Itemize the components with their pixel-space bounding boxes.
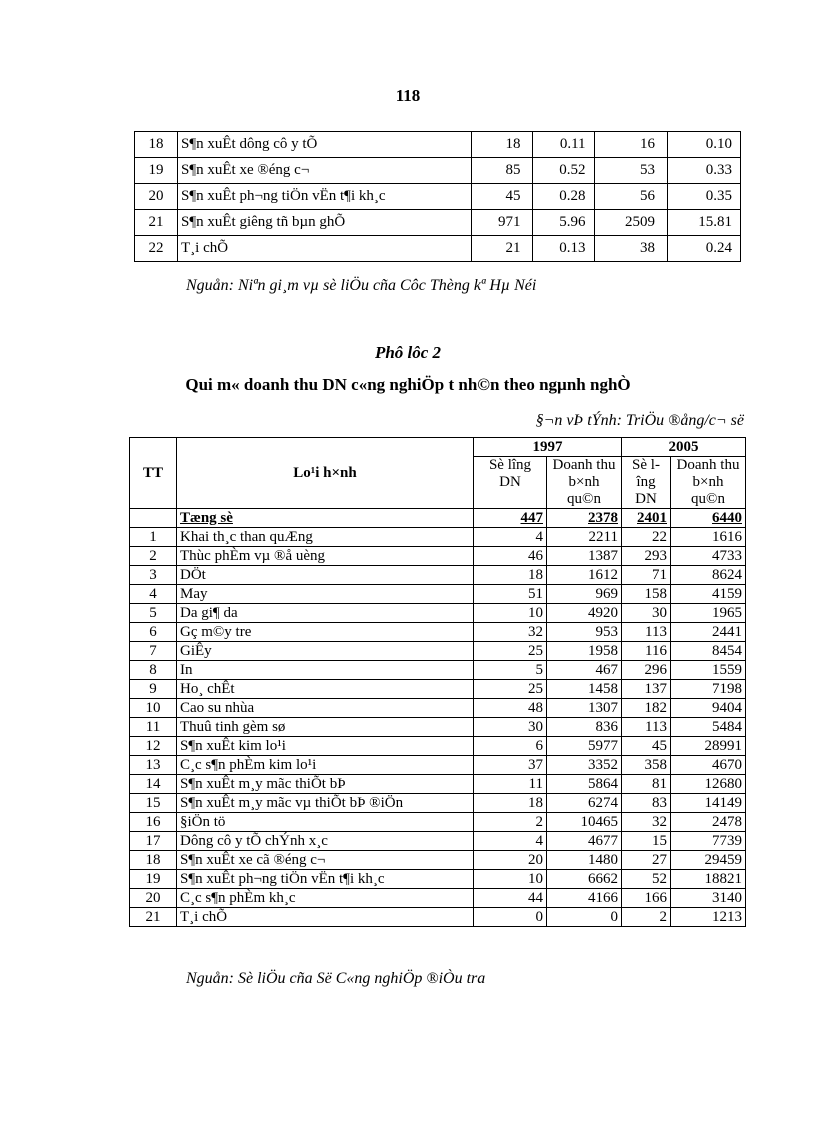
- percent-a: 0.52: [533, 158, 594, 184]
- row-number: 11: [130, 718, 177, 737]
- count-2005: 81: [622, 775, 671, 794]
- revenue-2005: 7198: [671, 680, 746, 699]
- table-row: [130, 604, 746, 623]
- unit-note: §¬n vÞ tÝnh: TriÖu ®ång/c¬ së: [535, 412, 744, 429]
- revenue-1997: 5864: [547, 775, 622, 794]
- count-1997: 20: [474, 851, 547, 870]
- count-1997: 25: [474, 680, 547, 699]
- count-2005: 45: [622, 737, 671, 756]
- count-2005: 2: [622, 908, 671, 927]
- count-2005: 71: [622, 566, 671, 585]
- continued-industry-table: [134, 131, 741, 262]
- percent-b: 0.10: [667, 132, 740, 158]
- count-b: 2509: [594, 210, 667, 236]
- table-row: [130, 528, 746, 547]
- count-2005: 293: [622, 547, 671, 566]
- revenue-2005: 12680: [671, 775, 746, 794]
- count-1997: 25: [474, 642, 547, 661]
- table-row: [130, 889, 746, 908]
- industry-name: S¶n xuÊt xe cã ®éng c¬: [177, 851, 474, 870]
- row-number: 1: [130, 528, 177, 547]
- revenue-1997: 969: [547, 585, 622, 604]
- table-row: [130, 775, 746, 794]
- count-2005: 27: [622, 851, 671, 870]
- count-2005: 15: [622, 832, 671, 851]
- count-1997: 2: [474, 813, 547, 832]
- table-row: [130, 566, 746, 585]
- revenue-2005: 4159: [671, 585, 746, 604]
- industry-name: In: [177, 661, 474, 680]
- row-number: 17: [130, 832, 177, 851]
- count-1997: 4: [474, 528, 547, 547]
- industry-name: T¸i chÕ: [177, 908, 474, 927]
- count-2005: 22: [622, 528, 671, 547]
- count-1997: 5: [474, 661, 547, 680]
- source-note-top: Nguån: Niªn gi¸m vµ sè liÖu cña Côc Thèng kª Hµ Néi: [186, 277, 537, 294]
- count-1997: 10: [474, 604, 547, 623]
- percent-a: 5.96: [533, 210, 594, 236]
- count-1997: 48: [474, 699, 547, 718]
- count-2005: 113: [622, 718, 671, 737]
- count-a: 971: [472, 210, 533, 236]
- industry-name: Da gi¶ da: [177, 604, 474, 623]
- count-1997: 11: [474, 775, 547, 794]
- table-row: [135, 132, 741, 158]
- revenue-2005: 7739: [671, 832, 746, 851]
- count-1997: 37: [474, 756, 547, 775]
- revenue-1997: 953: [547, 623, 622, 642]
- row-number: 15: [130, 794, 177, 813]
- revenue-2005: 1965: [671, 604, 746, 623]
- count-1997: 44: [474, 889, 547, 908]
- total-revenue-2005: 6440: [671, 509, 746, 528]
- table-row: [130, 851, 746, 870]
- revenue-2005: 8624: [671, 566, 746, 585]
- revenue-by-industry-table: [129, 437, 746, 927]
- count-a: 18: [472, 132, 533, 158]
- revenue-1997: 4677: [547, 832, 622, 851]
- header-2005-count: Sè lîng DN: [622, 457, 671, 509]
- revenue-1997: 4166: [547, 889, 622, 908]
- count-1997: 30: [474, 718, 547, 737]
- revenue-2005: 8454: [671, 642, 746, 661]
- table-row: [130, 718, 746, 737]
- source-note-bottom: Nguån: Sè liÖu cña Së C«ng nghiÖp ®iÒu tra: [186, 970, 486, 987]
- table-row: [130, 642, 746, 661]
- count-1997: 4: [474, 832, 547, 851]
- industry-name: Khai th¸c than quÆng: [177, 528, 474, 547]
- percent-a: 0.28: [533, 184, 594, 210]
- total-count-2005: 2401: [622, 509, 671, 528]
- row-number: 18: [130, 851, 177, 870]
- industry-name: Gç m©y tre: [177, 623, 474, 642]
- percent-b: 0.24: [667, 236, 740, 262]
- table-row: [130, 680, 746, 699]
- table-row: [130, 908, 746, 927]
- industry-name: Dông cô y tÕ chÝnh x¸c: [177, 832, 474, 851]
- revenue-1997: 467: [547, 661, 622, 680]
- row-number: 2: [130, 547, 177, 566]
- revenue-1997: 1612: [547, 566, 622, 585]
- count-2005: 116: [622, 642, 671, 661]
- revenue-2005: 18821: [671, 870, 746, 889]
- percent-a: 0.11: [533, 132, 594, 158]
- table-row: [135, 210, 741, 236]
- industry-name: S¶n xuÊt dông cô y tÕ: [178, 132, 472, 158]
- revenue-2005: 4670: [671, 756, 746, 775]
- row-number: 22: [135, 236, 178, 262]
- row-number: 6: [130, 623, 177, 642]
- count-1997: 6: [474, 737, 547, 756]
- industry-name: S¶n xuÊt ph¬ng tiÖn vËn t¶i kh¸c: [178, 184, 472, 210]
- count-1997: 51: [474, 585, 547, 604]
- row-number: 12: [130, 737, 177, 756]
- total-label: Tæng sè: [177, 509, 474, 528]
- industry-name: S¶n xuÊt ph¬ng tiÖn vËn t¶i kh¸c: [177, 870, 474, 889]
- count-1997: 18: [474, 566, 547, 585]
- row-number: 21: [130, 908, 177, 927]
- table-row: [130, 547, 746, 566]
- count-2005: 158: [622, 585, 671, 604]
- industry-name: S¶n xuÊt m¸y mãc vµ thiÕt bÞ ®iÖn: [177, 794, 474, 813]
- row-number: 20: [135, 184, 178, 210]
- appendix-title: Phô lôc 2: [374, 343, 442, 362]
- count-b: 16: [594, 132, 667, 158]
- row-number: 4: [130, 585, 177, 604]
- header-year-2005: 2005: [622, 438, 746, 457]
- table-row: [130, 794, 746, 813]
- header-type: Lo¹i h×nh: [177, 438, 474, 509]
- industry-name: Thùc phÈm vµ ®å uèng: [177, 547, 474, 566]
- total-row: [130, 509, 746, 528]
- count-a: 21: [472, 236, 533, 262]
- row-number: 20: [130, 889, 177, 908]
- industry-name: GiÊy: [177, 642, 474, 661]
- count-2005: 30: [622, 604, 671, 623]
- count-b: 56: [594, 184, 667, 210]
- revenue-1997: 5977: [547, 737, 622, 756]
- row-number: 19: [130, 870, 177, 889]
- industry-name: §iÖn tö: [177, 813, 474, 832]
- revenue-1997: 1458: [547, 680, 622, 699]
- table-row: [135, 236, 741, 262]
- count-2005: 52: [622, 870, 671, 889]
- revenue-1997: 0: [547, 908, 622, 927]
- row-number: 19: [135, 158, 178, 184]
- percent-a: 0.13: [533, 236, 594, 262]
- revenue-1997: 4920: [547, 604, 622, 623]
- revenue-1997: 1387: [547, 547, 622, 566]
- table-row: [130, 756, 746, 775]
- count-2005: 358: [622, 756, 671, 775]
- count-1997: 46: [474, 547, 547, 566]
- revenue-1997: 6274: [547, 794, 622, 813]
- revenue-1997: 6662: [547, 870, 622, 889]
- row-number: 10: [130, 699, 177, 718]
- revenue-2005: 29459: [671, 851, 746, 870]
- industry-name: C¸c s¶n phÈm kim lo¹i: [177, 756, 474, 775]
- revenue-2005: 2478: [671, 813, 746, 832]
- row-number: 9: [130, 680, 177, 699]
- count-2005: 182: [622, 699, 671, 718]
- industry-name: C¸c s¶n phÈm kh¸c: [177, 889, 474, 908]
- revenue-1997: 2211: [547, 528, 622, 547]
- row-number: 7: [130, 642, 177, 661]
- count-1997: 10: [474, 870, 547, 889]
- industry-name: Thuû tinh gèm sø: [177, 718, 474, 737]
- industry-name: Ho¸ chÊt: [177, 680, 474, 699]
- row-number: 13: [130, 756, 177, 775]
- table-row: [130, 737, 746, 756]
- revenue-2005: 2441: [671, 623, 746, 642]
- count-1997: 18: [474, 794, 547, 813]
- total-count-1997: 447: [474, 509, 547, 528]
- percent-b: 0.35: [667, 184, 740, 210]
- revenue-2005: 1616: [671, 528, 746, 547]
- count-2005: 83: [622, 794, 671, 813]
- count-2005: 166: [622, 889, 671, 908]
- count-2005: 137: [622, 680, 671, 699]
- industry-name: S¶n xuÊt xe ®éng c¬: [178, 158, 472, 184]
- revenue-2005: 14149: [671, 794, 746, 813]
- count-2005: 113: [622, 623, 671, 642]
- table-row: [130, 832, 746, 851]
- table-row: [130, 813, 746, 832]
- row-number: 21: [135, 210, 178, 236]
- industry-name: Cao su nhùa: [177, 699, 474, 718]
- count-2005: 32: [622, 813, 671, 832]
- revenue-1997: 1958: [547, 642, 622, 661]
- count-2005: 296: [622, 661, 671, 680]
- industry-name: S¶n xuÊt m¸y mãc thiÕt bÞ: [177, 775, 474, 794]
- revenue-2005: 4733: [671, 547, 746, 566]
- revenue-2005: 28991: [671, 737, 746, 756]
- row-number: 5: [130, 604, 177, 623]
- table-row: [130, 623, 746, 642]
- row-number: 3: [130, 566, 177, 585]
- total-tt: [130, 509, 177, 528]
- percent-b: 0.33: [667, 158, 740, 184]
- table-title: Qui m« doanh thu DN c«ng nghiÖp t nh©n theo ngµnh nghÒ: [185, 375, 631, 394]
- header-tt: TT: [130, 438, 177, 509]
- table-row: [135, 158, 741, 184]
- count-a: 45: [472, 184, 533, 210]
- table-row: [130, 585, 746, 604]
- revenue-1997: 1480: [547, 851, 622, 870]
- revenue-2005: 1559: [671, 661, 746, 680]
- table-row: [135, 184, 741, 210]
- revenue-1997: 3352: [547, 756, 622, 775]
- revenue-1997: 10465: [547, 813, 622, 832]
- revenue-2005: 5484: [671, 718, 746, 737]
- industry-name: May: [177, 585, 474, 604]
- count-1997: 32: [474, 623, 547, 642]
- revenue-1997: 1307: [547, 699, 622, 718]
- page-number: 118: [395, 86, 421, 105]
- revenue-2005: 9404: [671, 699, 746, 718]
- count-b: 38: [594, 236, 667, 262]
- row-number: 14: [130, 775, 177, 794]
- industry-name: S¶n xuÊt kim lo¹i: [177, 737, 474, 756]
- industry-name: DÖt: [177, 566, 474, 585]
- count-b: 53: [594, 158, 667, 184]
- count-1997: 0: [474, 908, 547, 927]
- row-number: 8: [130, 661, 177, 680]
- revenue-2005: 3140: [671, 889, 746, 908]
- row-number: 18: [135, 132, 178, 158]
- total-revenue-1997: 2378: [547, 509, 622, 528]
- industry-name: S¶n xuÊt giêng tñ bµn ghÕ: [178, 210, 472, 236]
- header-1997-count: Sè lîng DN: [474, 457, 547, 509]
- revenue-1997: 836: [547, 718, 622, 737]
- header-year-1997: 1997: [474, 438, 622, 457]
- table-row: [130, 699, 746, 718]
- revenue-2005: 1213: [671, 908, 746, 927]
- header-1997-revenue: Doanh thu b×nh qu©n: [547, 457, 622, 509]
- row-number: 16: [130, 813, 177, 832]
- table-row: [130, 870, 746, 889]
- table-row: [130, 661, 746, 680]
- header-2005-revenue: Doanh thu b×nh qu©n: [671, 457, 746, 509]
- industry-name: T¸i chÕ: [178, 236, 472, 262]
- count-a: 85: [472, 158, 533, 184]
- percent-b: 15.81: [667, 210, 740, 236]
